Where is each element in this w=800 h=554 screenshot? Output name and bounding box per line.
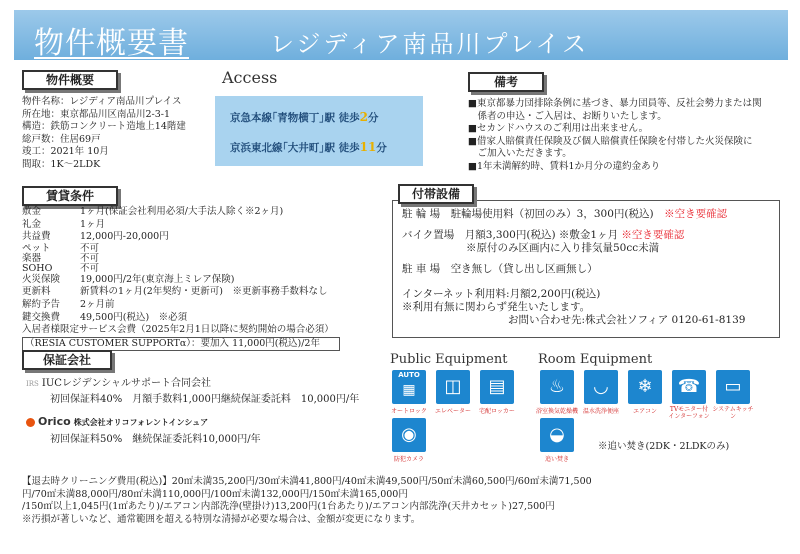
cleaning-fees (22, 476, 592, 526)
notes-line: ■東京都暴力団排除条例に基づき、暴力団員等、反社会勢力または関 (468, 98, 762, 109)
guarantee-block (26, 378, 359, 446)
air-conditioner-icon: ❄ (628, 370, 662, 404)
reheating-note: ※追い焚き(2DK・2LDKのみ) (598, 441, 730, 452)
service-fee-line: （RESIA CUSTOMER SUPPORTα）：要加入 11,000円(税込)/2年 (22, 337, 340, 352)
public-equipment-heading: Public Equipment (390, 352, 508, 367)
room-equipment-icons: ♨ 浴室換気乾燥機 ◡ 温水洗浄便座 ❄ エアコン ☎ TVモニター付インターフォン ▭ システムキッチン ◒ 追い焚き ※追い焚き(2DK・2LDKのみ) (538, 370, 788, 470)
system-kitchen-icon: ▭ (716, 370, 750, 404)
property-name-title: レジディア南品川プレイス (270, 30, 590, 58)
overview-line: 所在地：東京都品川区南品川2-3-1 (22, 108, 171, 120)
orico-logo-icon (26, 418, 35, 427)
rental-row: 共益費 12,000円-20,000円 (22, 231, 169, 243)
header-banner (14, 10, 788, 60)
guarantee-heading: 保証会社 (22, 350, 112, 370)
notes-line: ■1年未満解約時、賃料1か月分の違約金あり (468, 160, 661, 172)
public-equipment-icons: AUTO ▦ オートロック ◫ エレベーター ▤ 宅配ロッカー ◉ 防犯カメラ (391, 371, 515, 463)
overview-line: 総戸数：住居69戸 (22, 133, 101, 145)
reheating-bath-icon: ◒ (540, 418, 574, 452)
bike-parking-row: 駐 輪 場 駐輪場使用料（初回のみ）3，300円(税込) ※空き要確認 (402, 208, 728, 220)
auto-lock-icon: AUTO ▦ (392, 370, 426, 404)
rental-row: 敷金 1ヶ月(保証会社利用必須/大手法人除く※2ヶ月) (22, 206, 284, 217)
facilities-heading: 付帯設備 (398, 184, 474, 204)
rental-block (22, 206, 340, 351)
orico-terms: 初回保証料50% 継続保証委託料10,000円/年 (50, 433, 261, 445)
notes-line: ご加入いただきます。 (468, 148, 572, 160)
notes-line: ■借家人賠償責任保険及び個人賠償責任保険を付帯した火災保険に (468, 135, 753, 147)
room-equipment-heading: Room Equipment (538, 352, 653, 367)
cleaning-line: /150㎡以上1,045円(1㎡あたり)/エアコン内部洗浄(壁掛け)13,200円(1台あたり)/エアコン内部洗浄(天井カセット)27,500円 (22, 501, 555, 513)
iuc-logo: IRS (26, 380, 39, 388)
car-parking-row: 駐 車 場 空き無し（貸し出し区画無し） (402, 263, 598, 275)
internet-note: ※利用有無に関わらず発生いたします。 (402, 301, 591, 313)
access-heading: Access (222, 68, 278, 87)
notes-line: ■セカンドハウスのご利用は出来ません。 (468, 123, 649, 135)
overview-heading: 物件概要 (22, 70, 118, 90)
cleaning-line: 円/70㎡未満88,000円/80㎡未満110,000円/100㎡未満132,000円/150㎡未満165,000円 (22, 488, 408, 500)
notes-block (468, 98, 762, 174)
overview-line: 竣工：2021年 10月 (22, 146, 109, 158)
rental-row: 更新料 新賃料の1ヶ月(2年契約・更新可) ※更新事務手数料なし (22, 286, 328, 298)
motorbike-note: ※原付のみ区画内に入り排気量50cc未満 (466, 242, 660, 254)
internet-fee: インターネット利用料:月額2,200円(税込) (402, 288, 601, 300)
overview-line: 物件名称：レジディア南品川プレイス (22, 96, 182, 107)
bathroom-dryer-icon: ♨ (540, 370, 574, 404)
access-route-2: 京浜東北線｢大井町｣駅 徒歩11分 (230, 140, 387, 154)
rental-row: 火災保険 19,000円/2年(東京海上ミレア保険) (22, 273, 235, 285)
rental-row: 解約予告 2ヶ月前 (22, 298, 115, 310)
rental-heading: 賃貸条件 (22, 186, 118, 206)
elevator-icon: ◫ (436, 370, 470, 404)
delivery-locker-icon: ▤ (480, 370, 514, 404)
security-camera-icon: ◉ (392, 418, 426, 452)
rental-row: 楽器 不可 (22, 252, 100, 264)
orico-row: Orico 株式会社オリコフォレントインシュア (26, 416, 359, 430)
cleaning-line: ※汚損が著しいなど、通常範囲を超える特別な清掃が必要な場合は、金額が変更になります。 (22, 513, 421, 525)
notes-heading: 備考 (468, 72, 544, 92)
rental-row: 礼金 1ヶ月 (22, 218, 106, 230)
rental-row: SOHO 不可 (22, 262, 100, 274)
rental-row: 鍵交換費 49,500円(税込) ※必須 (22, 311, 188, 323)
notes-line: 係者の申込・ご入居は、お断りいたします。 (468, 110, 667, 122)
access-route-1: 京急本線｢青物横丁｣駅 徒歩2分 (230, 110, 379, 124)
access-minutes: 2 (359, 110, 369, 124)
access-minutes: 11 (359, 140, 377, 154)
overview-line: 間取：1K～2LDK (22, 158, 101, 170)
motorbike-row: バイク置場 月額3,300円(税込) ※敷金1ヶ月 ※空き要確認 (402, 229, 685, 241)
tv-intercom-icon: ☎ (672, 370, 706, 404)
contact-line: お問い合わせ先:株式会社ソフィア 0120-61-8139 (508, 314, 746, 326)
iuc-row: IRS IUCレジデンシャルサポート合同会社 (26, 378, 212, 389)
rental-row: ペット 不可 (22, 242, 100, 254)
facilities-block (402, 208, 745, 327)
page-title: 物件概要書 (34, 26, 189, 61)
overview-line: 構造：鉄筋コンクリート造地上14階建 (22, 121, 186, 133)
iuc-terms: 初回保証料40% 月額手数料1,000円継続保証委託料 10,000円/年 (50, 393, 360, 405)
overview-block (22, 96, 186, 172)
cleaning-line: 【退去時クリーニング費用(税込)】20㎡未満35,200円/30㎡未満41,800円/40㎡未満49,500円/50㎡未満60,500円/60㎡未満71,500 (22, 476, 592, 487)
access-box (215, 96, 423, 166)
service-fee-line: 入居者様限定サービス会費（2025年2月1日以降に契約開始の場合必須） (22, 324, 334, 336)
washbasin-icon: ◡ (584, 370, 618, 404)
